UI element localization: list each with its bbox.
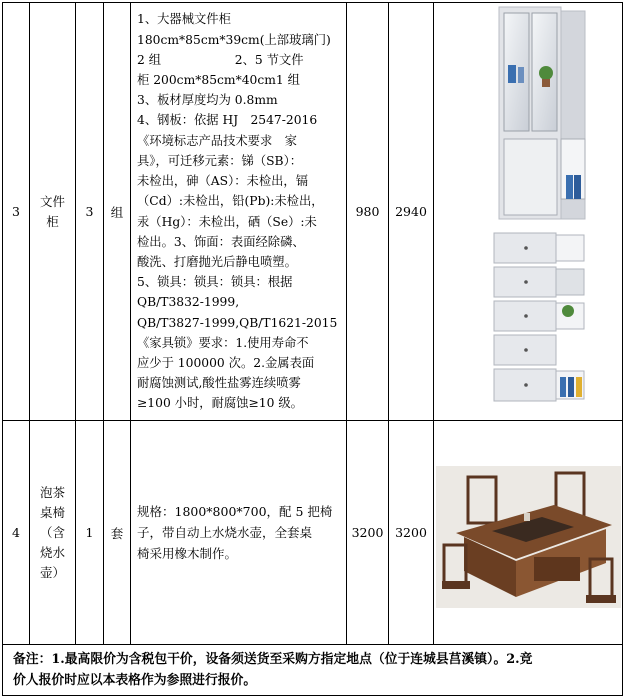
total-price: 3200 [389, 421, 434, 645]
product-table [2, 2, 623, 696]
spec-line: ≥100 小时，耐腐蚀≥10 级。 [137, 396, 303, 411]
spec-line: 柜 200cm*85cm*40cm1 组 [137, 73, 300, 88]
spec-line: 未检出，砷（AS）：未检出，镉 [137, 174, 309, 189]
spec-line: 5、锁具：锁具：锁具：根据 [137, 275, 293, 290]
spec-line: 《家具锁》要求：1.使用寿命不 [137, 335, 309, 350]
item-name-line: 柜 [46, 213, 59, 229]
spec-line: 2 组 2、5 节文件 [137, 52, 304, 67]
spec-line: 1、大器械文件柜 [137, 12, 231, 27]
unit: 组 [104, 3, 131, 421]
product-image-cell [434, 421, 623, 645]
specification [131, 421, 347, 645]
spec-line: 3、板材厚度均为 0.8mm [137, 93, 278, 108]
item-name-line: 壶） [39, 564, 65, 580]
quantity: 1 [76, 421, 104, 645]
remark-line: 价人报价时应以本表格作为参照进行报价。 [13, 673, 257, 688]
item-name-line: 烧水 [39, 544, 65, 560]
spec-line: 4、钢板：依据 HJ 2547-2016 [137, 113, 318, 128]
item-name-line: 文件 [39, 193, 65, 209]
item-name-line: （含 [39, 524, 65, 540]
table-row-tea-table [3, 421, 623, 645]
item-name-line: 桌椅 [39, 504, 65, 520]
tea-table-image [434, 421, 623, 644]
spec-line: （Cd）:未检出，铅(Pb):未检出， [137, 194, 324, 209]
spec-line: 具》，可迁移元素：锑（SB）： [137, 153, 303, 168]
file-cabinet-image [434, 3, 623, 420]
row-number: 4 [3, 421, 30, 645]
spec-line: 180cm*85cm*39cm(上部玻璃门) [137, 32, 331, 47]
remarks [3, 645, 623, 696]
product-image-cell [434, 3, 623, 421]
spec-line: QB/T3827-1999,QB/T1621-2015 [137, 315, 338, 330]
unit: 套 [104, 421, 131, 645]
unit-price: 980 [347, 3, 389, 421]
spec-line: 汞（Hg）：未检出，硒（Se）:未 [137, 214, 317, 229]
spec-line: 子，带自动上水烧水壶，全套桌 [137, 525, 313, 540]
spec-line: QB/T3832-1999, [137, 295, 240, 310]
spec-line: 椅采用橡木制作。 [137, 546, 238, 561]
item-name [30, 421, 76, 645]
spec-line: 耐腐蚀测试,酸性盐雾连续喷雾 [137, 376, 301, 391]
product-table-wrapper [2, 2, 622, 696]
total-price: 2940 [389, 3, 434, 421]
unit-price: 3200 [347, 421, 389, 645]
item-name-line: 泡茶 [39, 484, 65, 500]
remark-line: 备注：1.最高限价为含税包干价，设备须送货至采购方指定地点（位于连城县莒溪镇）。2.竞 [13, 652, 533, 667]
spec-line: 《环境标志产品技术要求 家 [137, 133, 297, 148]
specification [131, 3, 347, 421]
spec-line: 检出。3、饰面：表面经除磷、 [137, 234, 305, 249]
spec-line: 应少于 100000 次。2.金属表面 [137, 355, 315, 370]
item-name [30, 3, 76, 421]
spec-line: 酸洗、打磨抛光后静电喷塑。 [137, 254, 297, 269]
table-row-note [3, 645, 623, 696]
quantity: 3 [76, 3, 104, 421]
row-number: 3 [3, 3, 30, 421]
spec-line: 规格：1800*800*700，配 5 把椅 [137, 504, 333, 519]
table-row-file-cabinet [3, 3, 623, 421]
